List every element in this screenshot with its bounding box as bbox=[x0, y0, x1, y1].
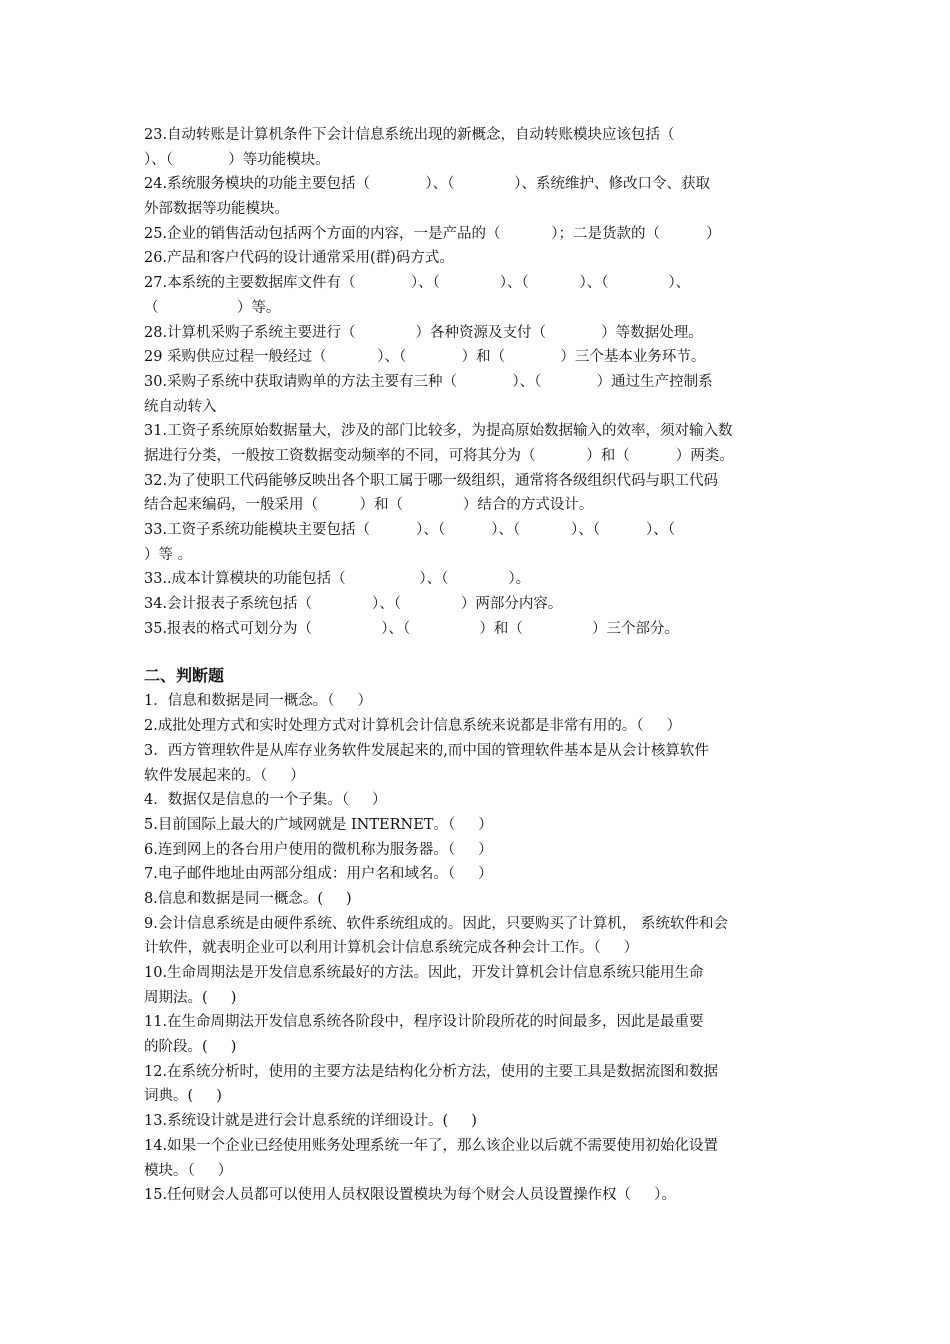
text-line: 27.本系统的主要数据库文件有（ ）、（ ）、（ ）、（ ）、 bbox=[144, 275, 691, 292]
fill-in-section bbox=[144, 123, 824, 641]
text-line: 6.连到网上的各台用户使用的微机称为服务器。（ ） bbox=[144, 841, 493, 858]
text-line: （ ）等。 bbox=[144, 299, 281, 316]
judge-lines bbox=[144, 689, 824, 1207]
text-line: 34.会计报表子系统包括（ ）、（ ）两部分内容。 bbox=[144, 596, 563, 613]
text-line: 24.系统服务模块的功能主要包括（ ）、（ ）、系统维护、修改口令、获取 bbox=[144, 176, 711, 193]
text-line: 11.在生命周期法开发信息系统各阶段中，程序设计阶段所花的时间最多，因此是最重要 bbox=[144, 1014, 704, 1031]
text-line: 25.企业的销售活动包括两个方面的内容，一是产品的（ ）；二是货款的（ ） bbox=[144, 225, 721, 242]
text-line: 据进行分类，一般按工资数据变动频率的不同，可将其分为（ ）和（ ）两类。 bbox=[144, 447, 734, 464]
text-line: 13.系统设计就是进行会计息系统的详细设计。( ) bbox=[144, 1113, 477, 1130]
text-line: 32.为了使职工代码能够反映出各个职工属于哪一级组织，通常将各级组织代码与职工代码 bbox=[144, 472, 719, 489]
section-gap bbox=[144, 641, 824, 663]
text-line: 33..成本计算模块的功能包括（ ）、（ ）。 bbox=[144, 571, 531, 588]
page-content bbox=[144, 123, 824, 1208]
text-line: 软件发展起来的。（ ） bbox=[144, 767, 305, 784]
text-line: 词典。( ) bbox=[144, 1088, 222, 1105]
text-line: 14.如果一个企业已经使用账务处理系统一年了，那么该企业以后就不需要使用初始化设置 bbox=[144, 1137, 719, 1154]
text-line: 外部数据等功能模块。 bbox=[144, 201, 289, 218]
text-line: 10.生命周期法是开发信息系统最好的方法。因此，开发计算机会计信息系统只能用生命 bbox=[144, 965, 704, 981]
text-line: ）、（ ）等功能模块。 bbox=[144, 151, 330, 168]
text-line: 26.产品和客户代码的设计通常采用(群)码方式。 bbox=[144, 250, 454, 267]
text-line: 12.在系统分析时，使用的主要方法是结构化分析方法，使用的主要工具是数据流图和数据 bbox=[144, 1063, 719, 1080]
text-line: 计软件，就表明企业可以利用计算机会计信息系统完成各种会计工作。（ ） bbox=[144, 940, 639, 957]
text-line: 3．西方管理软件是从库存业务软件发展起来的,而中国的管理软件基本是从会计核算软件 bbox=[144, 742, 709, 759]
text-line: 7.电子邮件地址由两部分组成：用户名和域名。（ ） bbox=[144, 866, 493, 883]
text-line: 5.目前国际上最大的广域网就是 INTERNET。（ ） bbox=[144, 816, 493, 833]
judge-section bbox=[144, 663, 824, 1207]
text-line: 统自动转入 bbox=[144, 398, 217, 415]
text-line: 31.工资子系统原始数据量大，涉及的部门比较多，为提高原始数据输入的效率，须对输入数 bbox=[144, 423, 733, 440]
text-line: 2.成批处理方式和实时处理方式对计算机会计信息系统来说都是非常有用的。（ ） bbox=[144, 718, 682, 735]
text-line: 8.信息和数据是同一概念。( ) bbox=[144, 890, 352, 907]
text-line: 33.工资子系统功能模块主要包括（ ）、（ ）、（ ）、（ ）、（ bbox=[144, 522, 676, 538]
text-line: 4．数据仅是信息的一个子集。（ ） bbox=[144, 792, 387, 809]
text-line: 结合起来编码，一般采用（ ）和（ ）结合的方式设计。 bbox=[144, 497, 594, 514]
text-line: 35.报表的格式可划分为（ ）、（ ）和（ ）三个部分。 bbox=[144, 620, 679, 637]
text-line: 模块。（ ） bbox=[144, 1162, 233, 1179]
text-line: 的阶段。( ) bbox=[144, 1039, 237, 1056]
text-line: 28.计算机采购子系统主要进行（ ）各种资源及支付（ ）等数据处理。 bbox=[144, 324, 703, 341]
text-line: 23.自动转账是计算机条件下会计信息系统出现的新概念，自动转账模块应该包括（ bbox=[144, 127, 675, 143]
text-line: 30.采购子系统中获取请购单的方法主要有三种（ ）、（ ）通过生产控制系 bbox=[144, 373, 713, 390]
text-line: ）等 。 bbox=[144, 546, 193, 563]
text-line: 15.任何财会人员都可以使用人员权限设置模块为每个财会人员设置操作权（ ）。 bbox=[144, 1187, 676, 1204]
text-line: 9.会计信息系统是由硬件系统、软件系统组成的。因此，只要购买了计算机， 系统软件和会 bbox=[144, 915, 728, 932]
text-line: 29 采购供应过程一般经过（ ）、（ ）和（ ）三个基本业务环节。 bbox=[144, 349, 706, 366]
text-line: 1．信息和数据是同一概念。（ ） bbox=[144, 693, 373, 710]
text-line: 周期法。( ) bbox=[144, 989, 237, 1006]
section-heading: 二、判断题 bbox=[144, 666, 225, 686]
